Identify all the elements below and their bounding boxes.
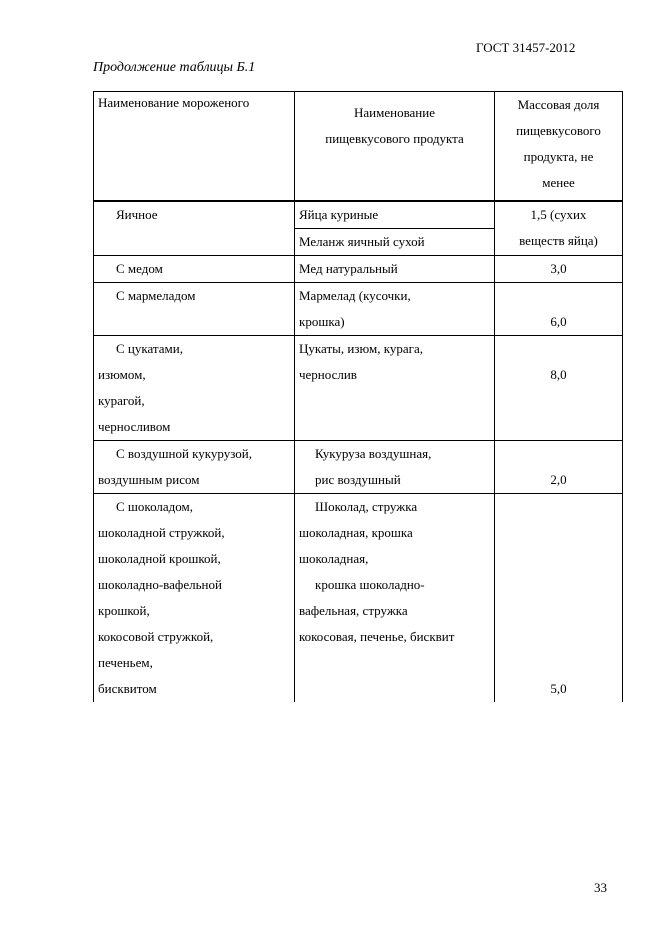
table-row bbox=[94, 336, 623, 441]
name-line: воздушным рисом bbox=[98, 472, 200, 487]
name-line: печеньем, bbox=[98, 655, 153, 670]
header-product-line: пищевкусового продукта bbox=[325, 131, 464, 146]
value-line: 1,5 (сухих bbox=[530, 207, 587, 222]
value-line: веществ яйца) bbox=[519, 233, 598, 248]
header-product-name bbox=[295, 92, 495, 202]
row-honey-value: 3,0 bbox=[495, 256, 623, 283]
product-line: шоколадная, bbox=[299, 551, 369, 566]
name-line: С цукатами, bbox=[116, 341, 183, 356]
name-line: С воздушной кукурузой, bbox=[116, 446, 253, 461]
page-number: 33 bbox=[594, 880, 607, 895]
row-candied-product bbox=[295, 336, 495, 441]
name-line: крошкой, bbox=[98, 603, 150, 618]
name-line: бисквитом bbox=[98, 681, 157, 696]
product-line: кокосовая, печенье, бисквит bbox=[299, 629, 455, 644]
product-line: рис воздушный bbox=[315, 472, 401, 487]
header-product-line: Наименование bbox=[354, 105, 435, 120]
table-row bbox=[94, 256, 623, 283]
name-line: черносливом bbox=[98, 419, 171, 434]
table-row bbox=[94, 494, 623, 703]
row-honey-name: С медом bbox=[94, 256, 295, 283]
header-ice-cream-name: Наименование мороженого bbox=[94, 92, 295, 202]
product-line: вафельная, стружка bbox=[299, 603, 408, 618]
row-chocolate-name bbox=[94, 494, 295, 703]
name-line: С шоколадом, bbox=[116, 499, 194, 514]
product-line: чернослив bbox=[299, 367, 357, 382]
row-egg-name: Яичное bbox=[94, 201, 295, 256]
row-egg-product: Меланж яичный сухой bbox=[295, 229, 495, 256]
row-candied-value: 8,0 bbox=[495, 336, 623, 441]
row-popcorn-value: 2,0 bbox=[495, 441, 623, 494]
row-popcorn-name bbox=[94, 441, 295, 494]
row-honey-product: Мед натуральный bbox=[295, 256, 495, 283]
table-caption: Продолжение таблицы Б.1 bbox=[93, 60, 256, 75]
row-marmalade-name: С мармеладом bbox=[94, 283, 295, 336]
product-line: крошка шоколадно- bbox=[315, 577, 425, 592]
row-chocolate-product bbox=[295, 494, 495, 703]
header-mass-line: Массовая доля bbox=[517, 97, 600, 112]
row-egg-value bbox=[495, 201, 623, 256]
name-line: шоколадной стружкой, bbox=[98, 525, 225, 540]
ice-cream-table bbox=[93, 91, 623, 702]
name-line: изюмом, bbox=[98, 367, 146, 382]
product-line: Кукуруза воздушная, bbox=[315, 446, 432, 461]
row-egg-product: Яйца куриные bbox=[295, 201, 495, 229]
product-line: крошка) bbox=[299, 314, 345, 329]
product-line: Мармелад (кусочки, bbox=[299, 288, 411, 303]
table-header-row bbox=[94, 92, 623, 202]
header-mass-line: менее bbox=[542, 175, 575, 190]
table-row bbox=[94, 283, 623, 336]
name-line: курагой, bbox=[98, 393, 145, 408]
row-marmalade-product bbox=[295, 283, 495, 336]
product-line: Шоколад, стружка bbox=[315, 499, 418, 514]
row-marmalade-value: 6,0 bbox=[495, 283, 623, 336]
header-mass-line: продукта, не bbox=[523, 149, 594, 164]
header-mass-line: пищевкусового bbox=[516, 123, 601, 138]
name-line: шоколадной крошкой, bbox=[98, 551, 221, 566]
row-candied-name bbox=[94, 336, 295, 441]
row-chocolate-value: 5,0 bbox=[495, 494, 623, 703]
row-popcorn-product bbox=[295, 441, 495, 494]
table-row bbox=[94, 441, 623, 494]
header-mass-fraction bbox=[495, 92, 623, 202]
product-line: шоколадная, крошка bbox=[299, 525, 413, 540]
document-code: ГОСТ 31457-2012 bbox=[476, 40, 576, 55]
product-line: Цукаты, изюм, курага, bbox=[299, 341, 423, 356]
name-line: кокосовой стружкой, bbox=[98, 629, 214, 644]
name-line: шоколадно-вафельной bbox=[98, 577, 222, 592]
table-row bbox=[94, 201, 623, 229]
